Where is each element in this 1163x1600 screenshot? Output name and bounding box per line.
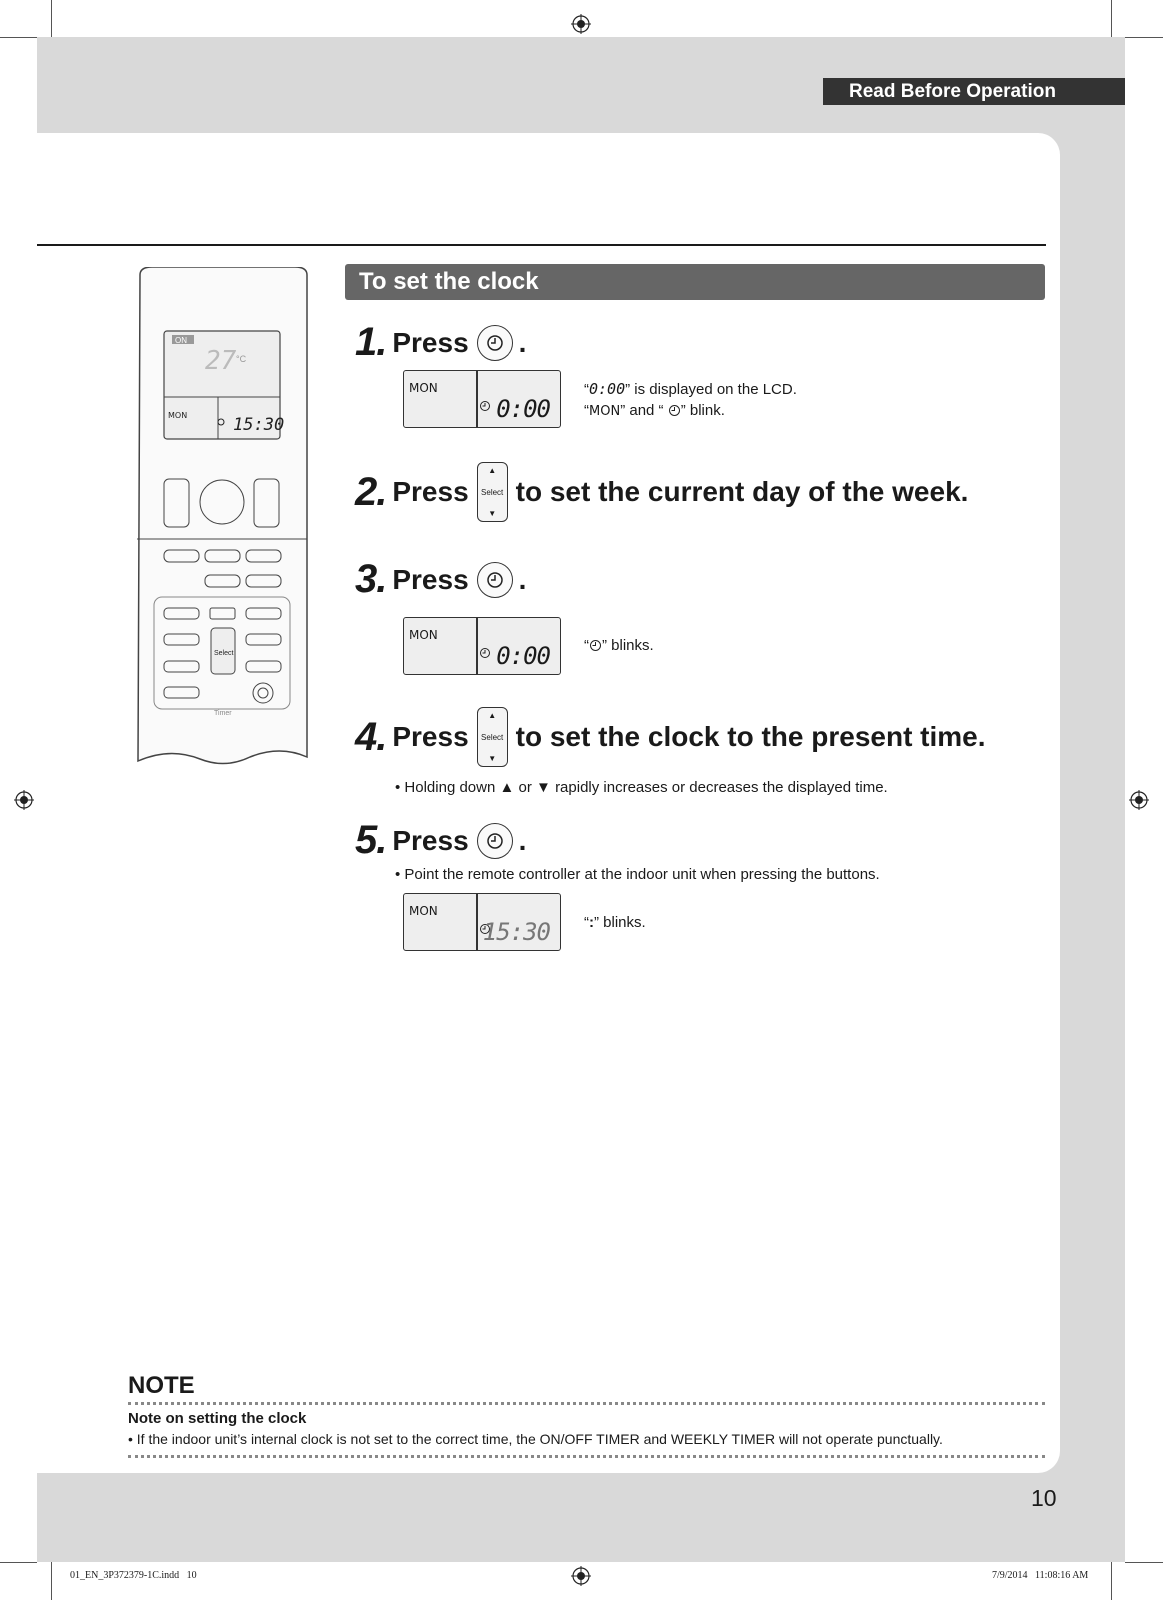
timer-icon	[668, 404, 681, 417]
lcd-day: MON	[409, 381, 438, 395]
lcd-day: MON	[409, 904, 438, 918]
footer-file: 01_EN_3P372379-1C.indd 10	[70, 1570, 197, 1581]
lcd-display	[403, 370, 561, 428]
step-number: 2.	[355, 469, 387, 514]
lcd-time: 0:00	[496, 642, 550, 670]
crop-mark	[1111, 1562, 1112, 1600]
crop-mark	[1111, 0, 1112, 37]
remote-lcd-time: 15:30	[233, 415, 285, 435]
note-heading: NOTE	[128, 1372, 195, 1399]
timer-button-icon	[477, 823, 513, 859]
timer-icon	[479, 647, 491, 659]
select-button-icon: ▲ Select ▼	[477, 462, 508, 522]
horizontal-rule	[37, 244, 1046, 246]
section-header-tag: Read Before Operation	[823, 78, 1125, 105]
step-punctuation: .	[518, 326, 527, 358]
dotted-divider	[128, 1455, 1045, 1458]
step-3	[355, 557, 526, 602]
step-press-label: Press	[392, 563, 469, 595]
step-number: 4.	[355, 714, 387, 759]
registration-mark-icon	[1129, 790, 1149, 810]
step-5-bullet: • Point the remote controller at the indoor unit when pressing the buttons.	[395, 866, 880, 883]
remote-lcd-unit: °C	[236, 354, 247, 364]
step-1	[355, 320, 526, 365]
lcd-display	[403, 893, 561, 951]
step-5-note: “:” blinks.	[584, 914, 646, 931]
section-title: To set the clock	[345, 264, 1045, 300]
crop-mark	[1125, 1562, 1163, 1563]
step-press-label: Press	[392, 326, 469, 358]
step-punctuation: .	[518, 824, 527, 856]
page-number: 10	[1031, 1485, 1057, 1511]
remote-lcd-day: MON	[168, 411, 188, 420]
step-2	[355, 462, 968, 522]
step-4	[355, 707, 986, 767]
note-text: • If the indoor unit’s internal clock is not set to the correct time, the ON/OFF TIMER and WEEKLY TIMER will not operate punctually.	[128, 1431, 943, 1447]
crop-mark	[0, 1562, 37, 1563]
registration-mark-icon	[571, 1566, 591, 1586]
crop-mark	[0, 37, 37, 38]
step-instruction: to set the clock to the present time.	[515, 721, 986, 752]
registration-mark-icon	[571, 14, 591, 34]
timer-button-icon	[477, 562, 513, 598]
step-number: 1.	[355, 320, 387, 364]
step-press-label: Press	[392, 721, 469, 752]
step-3-note: “ ” blinks.	[584, 637, 654, 654]
crop-mark	[51, 1562, 52, 1600]
step-4-bullet: • Holding down ▲ or ▼ rapidly increases or decreases the displayed time.	[395, 779, 888, 796]
remote-controller-illustration	[130, 267, 315, 777]
step-5	[355, 818, 526, 863]
crop-mark	[51, 0, 52, 37]
remote-timer-label: Timer	[214, 710, 232, 717]
up-triangle-icon: ▲	[499, 779, 515, 796]
step-1-note-line-2: “MON” and “ ” blink.	[584, 402, 725, 419]
crop-mark	[1125, 37, 1163, 38]
note-subheading: Note on setting the clock	[128, 1410, 307, 1427]
step-press-label: Press	[392, 476, 469, 507]
timer-icon	[479, 400, 491, 412]
footer-date: 7/9/2014 11:08:16 AM	[992, 1570, 1089, 1581]
step-number: 5.	[355, 818, 387, 862]
timer-button-icon	[477, 325, 513, 361]
lcd-time: 0:00	[496, 395, 550, 423]
dotted-divider	[128, 1402, 1045, 1405]
timer-icon	[589, 639, 602, 652]
lcd-time: 15:30	[482, 918, 550, 946]
remote-lcd-temp: 27	[205, 346, 237, 376]
remote-on-label: ON	[175, 336, 187, 345]
step-number: 3.	[355, 557, 387, 601]
lcd-day: MON	[409, 628, 438, 642]
select-button-icon: ▲ Select ▼	[477, 707, 508, 767]
down-triangle-icon: ▼	[536, 779, 551, 796]
lcd-display	[403, 617, 561, 675]
registration-mark-icon	[14, 790, 34, 810]
remote-select-label: Select	[214, 650, 234, 657]
step-punctuation: .	[518, 563, 527, 595]
step-instruction: to set the current day of the week.	[515, 476, 969, 507]
step-press-label: Press	[392, 824, 469, 856]
step-1-note-line-1: “0:00” is displayed on the LCD.	[584, 380, 797, 398]
